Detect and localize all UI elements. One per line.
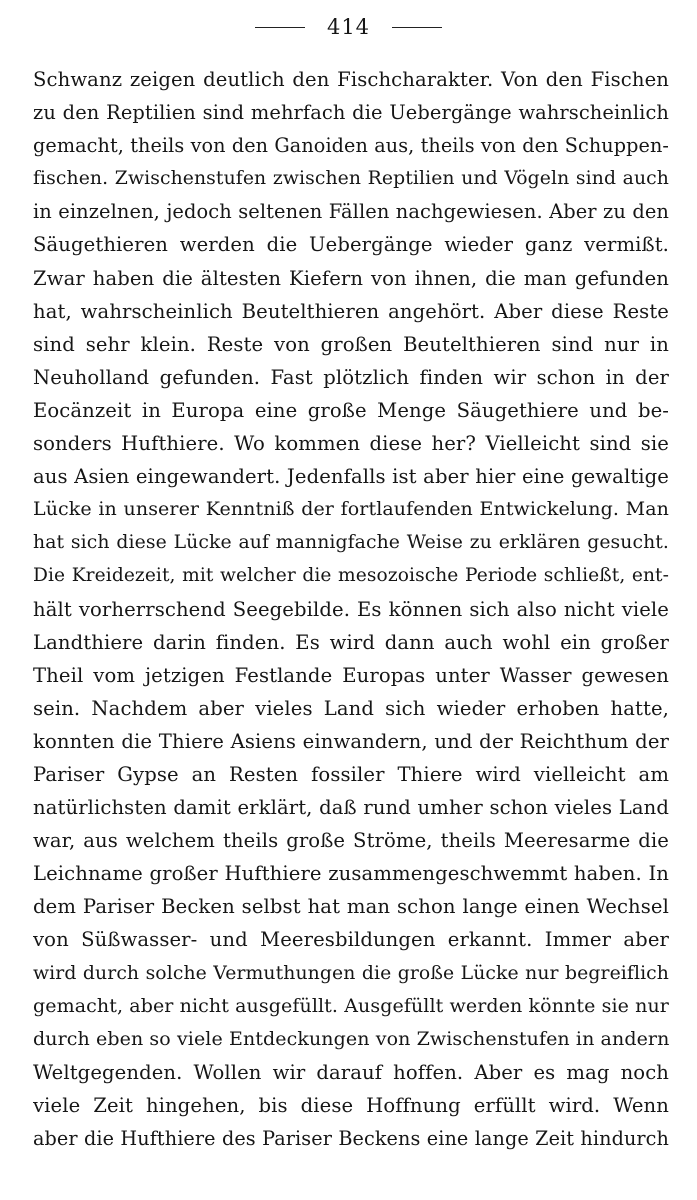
page-header	[0, 10, 697, 44]
text-line: war, aus welchem theils große Ströme, theils Meeresarme die	[33, 829, 669, 853]
text-line: konnten die Thiere Asiens einwandern, und der Reichthum der	[33, 729, 669, 753]
text-line: sein. Nachdem aber vieles Land sich wieder erhoben hatte,	[33, 696, 669, 720]
text-line: Lücke in unserer Kenntniß der fortlaufenden Entwickelung. Man	[33, 498, 669, 521]
text-line: sonders Hufthiere. Wo kommen diese her? Vielleicht sind sie	[33, 432, 669, 456]
header-rule-left	[255, 27, 305, 28]
text-line: wird durch solche Vermuthungen die große Lücke nur begreiflich	[33, 962, 669, 984]
text-line: dem Pariser Becken selbst hat man schon lange einen Wechsel	[33, 895, 669, 919]
text-line: hält vorherrschend Seegebilde. Es können sich also nicht viele	[33, 597, 669, 621]
body-text	[33, 63, 669, 1155]
text-line: Leichname großer Hufthiere zusammengeschwemmt haben. In	[33, 862, 669, 886]
text-line: von Süßwasser- und Meeresbildungen erkannt. Immer aber	[33, 928, 669, 952]
text-line: Landthiere darin finden. Es wird dann auch wohl ein großer	[33, 630, 669, 654]
text-line: Eocänzeit in Europa eine große Menge Säugethiere und be-	[33, 398, 669, 422]
text-line: zu den Reptilien sind mehrfach die Uebergänge wahrscheinlich	[33, 101, 669, 125]
text-line: hat sich diese Lücke auf mannigfache Weise zu erklären gesucht.	[33, 532, 669, 554]
text-line: hat, wahrscheinlich Beutelthieren angehört. Aber diese Reste	[33, 299, 669, 323]
text-line: durch eben so viele Entdeckungen von Zwischenstufen in andern	[33, 1027, 669, 1050]
text-line: Pariser Gypse an Resten fossiler Thiere wird vielleicht am	[33, 762, 669, 786]
text-line: in einzelnen, jedoch seltenen Fällen nachgewiesen. Aber zu den	[33, 200, 669, 224]
text-line: Die Kreidezeit, mit welcher die mesozoische Periode schließt, ent-	[33, 565, 669, 587]
text-line: fischen. Zwischenstufen zwischen Reptilien und Vögeln sind auch	[33, 168, 669, 190]
text-line: Neuholland gefunden. Fast plötzlich finden wir schon in der	[33, 365, 669, 389]
text-line: aber die Hufthiere des Pariser Beckens eine lange Zeit hindurch	[33, 1127, 669, 1150]
text-line: Schwanz zeigen deutlich den Fischcharakter. Von den Fischen	[33, 68, 669, 91]
header-rule-right	[392, 27, 442, 28]
page-number: 414	[326, 15, 371, 39]
text-line: Säugethieren werden die Uebergänge wieder ganz vermißt.	[33, 233, 669, 257]
text-line: natürlichsten damit erklärt, daß rund umher schon vieles Land	[33, 796, 669, 820]
text-line: Zwar haben die ältesten Kiefern von ihnen, die man gefunden	[33, 266, 669, 290]
text-line: viele Zeit hingehen, bis diese Hoffnung erfüllt wird. Wenn	[33, 1093, 669, 1117]
text-line: gemacht, aber nicht ausgefüllt. Ausgefüllt werden könnte sie nur	[33, 994, 669, 1017]
text-line: gemacht, theils von den Ganoiden aus, theils von den Schuppen-	[33, 134, 669, 158]
text-line: aus Asien eingewandert. Jedenfalls ist aber hier eine gewaltige	[33, 465, 669, 489]
text-line: Theil vom jetzigen Festlande Europas unter Wasser gewesen	[33, 663, 669, 687]
text-line: Weltgegenden. Wollen wir darauf hoffen. Aber es mag noch	[33, 1060, 669, 1084]
text-line: sind sehr klein. Reste von großen Beutelthieren sind nur in	[33, 332, 669, 356]
